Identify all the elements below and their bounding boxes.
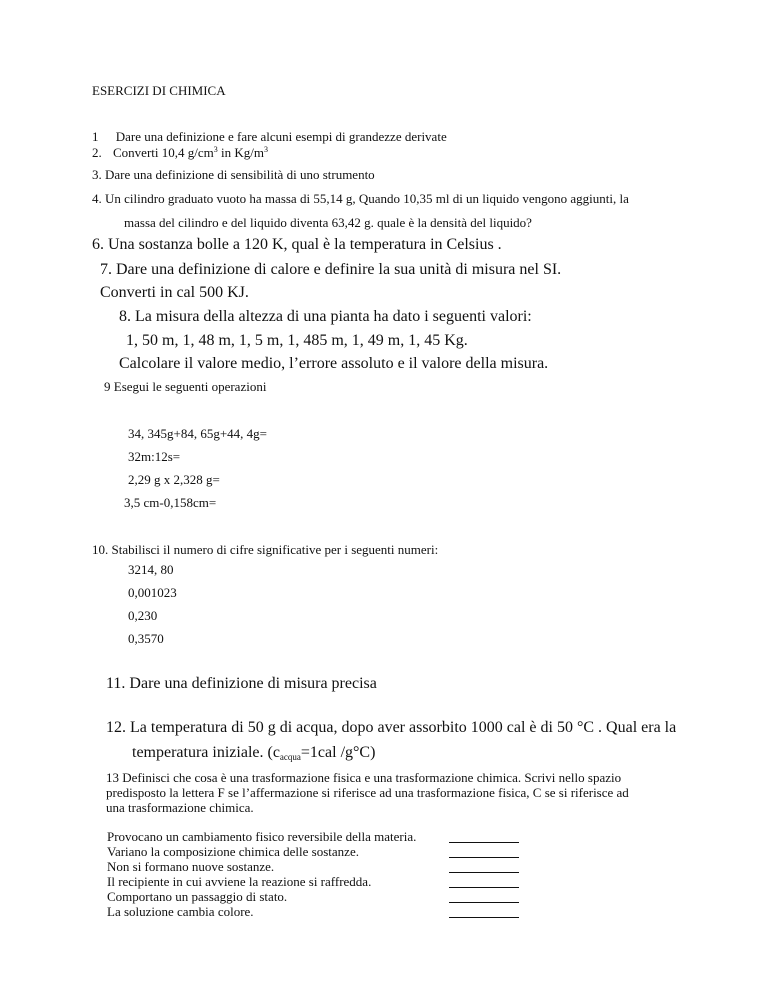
question-text-a: Converti 10,4 g/cm — [113, 145, 214, 160]
question-12-line-2 — [132, 745, 375, 762]
operation-item: 3,5 cm-0,158cm= — [124, 495, 217, 510]
question-12-text-b: =1cal /g°C) — [300, 744, 376, 761]
question-10-heading: 10. Stabilisci il numero di cifre significative per i seguenti numeri: — [92, 542, 439, 557]
question-12-text-a: temperatura iniziale. (c — [132, 744, 280, 761]
number-item: 0,3570 — [128, 631, 164, 646]
question-8-line-1: 8. La misura della altezza di una pianta ha dato i seguenti valori: — [119, 308, 532, 325]
statement-text: Variano la composizione chimica delle sostanze. — [107, 844, 359, 859]
question-11: 11. Dare una definizione di misura precisa — [106, 675, 377, 692]
statement-text: Comportano un passaggio di stato. — [107, 889, 288, 904]
answer-blank[interactable] — [449, 892, 519, 903]
operation-item: 34, 345g+84, 65g+44, 4g= — [128, 426, 267, 441]
answer-blank[interactable] — [449, 907, 519, 918]
statement-text: Il recipiente in cui avviene la reazione si raffredda. — [107, 874, 372, 889]
answer-blank[interactable] — [449, 832, 519, 843]
question-7-conversion: Converti in cal 500 KJ. — [100, 284, 249, 301]
question-7: 7. Dare una definizione di calore e definire la sua unità di misura nel SI. — [100, 261, 562, 278]
question-13-line-1: 13 Definisci che cosa è una trasformazione fisica e una trasformazione chimica. Scrivi nello spazio — [106, 770, 622, 785]
statement-text: Provocano un cambiamento fisico reversibile della materia. — [107, 829, 417, 844]
question-4-line-1: 4. Un cilindro graduato vuoto ha massa di 55,14 g, Quando 10,35 ml di un liquido vengono aggiunti, la — [92, 191, 629, 206]
question-number: 2. — [92, 145, 102, 160]
question-1 — [92, 130, 447, 143]
question-13-line-3: una trasformazione chimica. — [106, 800, 254, 815]
operation-item: 2,29 g x 2,328 g= — [128, 472, 220, 487]
operation-item: 32m:12s= — [128, 449, 181, 464]
question-8-line-2: 1, 50 m, 1, 48 m, 1, 5 m, 1, 485 m, 1, 49 m, 1, 45 Kg. — [126, 332, 468, 349]
question-2 — [92, 146, 268, 159]
question-8-line-3: Calcolare il valore medio, l’errore assoluto e il valore della misura. — [119, 355, 549, 372]
superscript: 3 — [213, 145, 218, 154]
question-13-line-2: predisposto la lettera F se l’affermazione si riferisce ad una trasformazione fisica, C se si riferisce ad — [106, 785, 629, 800]
statement-text: La soluzione cambia colore. — [107, 904, 254, 919]
answer-blank[interactable] — [449, 862, 519, 873]
number-item: 0,230 — [128, 608, 158, 623]
question-12-line-1: 12. La temperatura di 50 g di acqua, dopo aver assorbito 1000 cal è di 50 °C . Qual era la — [106, 719, 677, 736]
number-item: 0,001023 — [128, 585, 177, 600]
question-3: 3. Dare una definizione di sensibilità di uno strumento — [92, 167, 375, 182]
superscript: 3 — [263, 145, 268, 154]
answer-blank[interactable] — [449, 877, 519, 888]
question-text: Dare una definizione e fare alcuni esempi di grandezze derivate — [115, 129, 447, 144]
question-text-b: in Kg/m — [217, 145, 264, 160]
subscript: acqua — [279, 752, 301, 762]
statement-text: Non si formano nuove sostanze. — [107, 859, 275, 874]
question-9-heading: 9 Esegui le seguenti operazioni — [104, 379, 267, 394]
question-4-line-2: massa del cilindro e del liquido diventa 63,42 g. quale è la densità del liquido? — [124, 215, 532, 230]
page-title: ESERCIZI DI CHIMICA — [92, 83, 226, 98]
question-number: 1 — [92, 129, 99, 144]
answer-blank[interactable] — [449, 847, 519, 858]
question-6: 6. Una sostanza bolle a 120 K, qual è la temperatura in Celsius . — [92, 236, 502, 253]
number-item: 3214, 80 — [128, 562, 174, 577]
